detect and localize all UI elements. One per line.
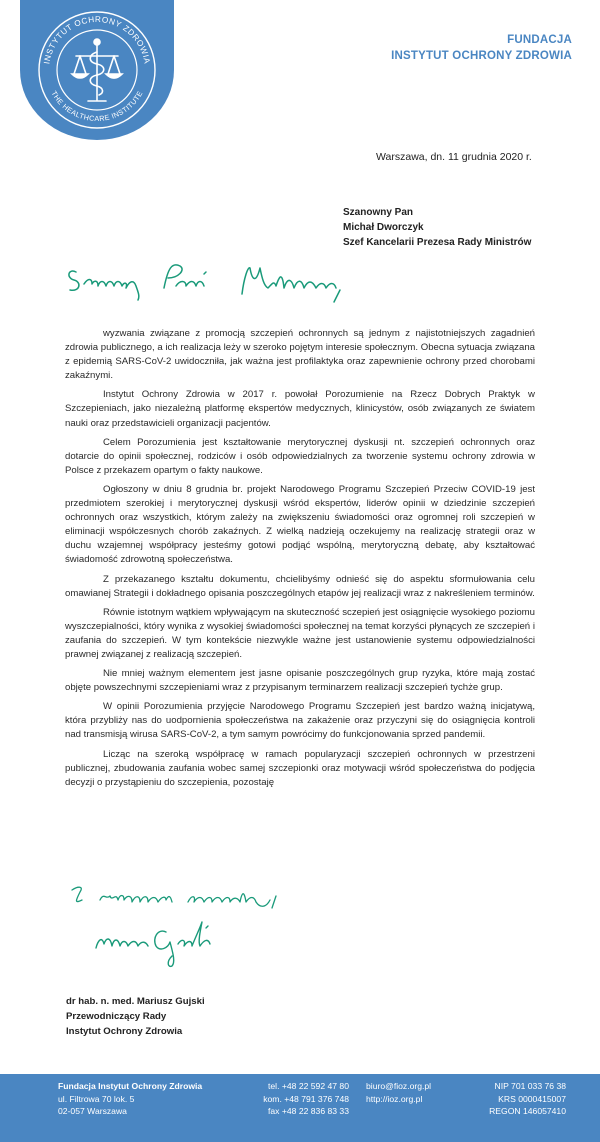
footer-street: ul. Filtrowa 70 lok. 5 [58, 1093, 135, 1104]
footer-tel: tel. +48 22 592 47 80 [268, 1081, 349, 1091]
footer-online [366, 1080, 431, 1105]
signatory-block [66, 994, 205, 1039]
recipient-line1: Szanowny Pan [343, 207, 414, 218]
organization-header [391, 32, 572, 64]
footer-regon: REGON 146057410 [489, 1106, 566, 1116]
footer-krs: KRS 0000415007 [498, 1093, 566, 1104]
handwriting-salutation-icon [64, 258, 364, 308]
footer-kom: kom. +48 791 376 748 [263, 1093, 349, 1104]
footer-org-name: Fundacja Instytut Ochrony Zdrowia [58, 1081, 203, 1091]
footer-phones [253, 1080, 349, 1118]
handwritten-salutation [64, 258, 364, 313]
recipient-line3: Szef Kancelarii Prezesa Rady Ministrów [343, 237, 532, 248]
svg-text:INSTYTUT OCHRONY ZDROWIA: INSTYTUT OCHRONY ZDROWIA [42, 14, 152, 65]
org-header-line1: FUNDACJA [507, 34, 572, 46]
institute-logo [20, 0, 174, 140]
signatory-role: Przewodniczący Rady [66, 1011, 167, 1022]
paragraph-3: Celem Porozumienia jest kształtowanie merytorycznej dyskusji nt. szczepień ochronnych oraz dotarcie do opinii społecznej, rodziców i osób odpowiedzialnych za tworzenie systemu ochrony zdrowia w Polsce z przekazem opartym o fakty naukowe. [65, 436, 535, 476]
paragraph-5: Z przekazanego kształtu dokumentu, chcielibyśmy odnieść się do aspektu sformułowania celu omawianej Strategii i dokładnego opisania poszczególnych etapów jej realizacji wraz z nakreśleniem terminów. [65, 573, 535, 599]
paragraph-4: Ogłoszony w dniu 8 grudnia br. projekt Narodowego Programu Szczepień Przeciw COVID-19 jest przedmiotem szerokiej i merytorycznej dyskusji wśród ekspertów, liderów opinii w dziedzinie szczepień ochronnych oraz wszystkich, którym zależy na zwiększeniu świadomości oraz ogromnej roli szczepień w eliminacji współczesnych chorób zakaźnych. Z wielką nadzieją oczekujemy na realizację strategii oraz w duchu wzajemnej współpracy jesteśmy gotowi podjąć wspólną, merytoryczną debatę, aby kształtować świadomość zdrowotną społeczeństwa. [65, 483, 535, 566]
place-date: Warszawa, dn. 11 grudnia 2020 r. [376, 151, 532, 163]
footer-nip: NIP 701 033 76 38 [494, 1081, 566, 1091]
recipient-block [343, 205, 531, 250]
footer-bar [0, 1074, 600, 1142]
paragraph-1: wyzwania związane z promocją szczepień ochronnych są jednym z najistotniejszych zagadnień zdrowia publicznego, a ich realizacja leży w szeroko pojętym interesie społecznym. Obecna sytuacja związana z epidemią SARS-CoV-2 uwidoczniła, jak ważna jest profilaktyka oraz zapewnienie ochrony przed chorobami zakaźnymi. [65, 328, 535, 382]
paragraph-2: Instytut Ochrony Zdrowia w 2017 r. powołał Porozumienie na Rzecz Dobrych Praktyk w Szczepieniach, jako niezależną platformę ekspertów medycznych, klinicystów, osób związanych ze światem nauki oraz przedstawicieli organizacji pacjentów. [65, 389, 535, 429]
paragraph-6: Równie istotnym wątkiem wpływającym na skuteczność sczepień jest osiągnięcie wysokiego poziomu wyszczepialności, który wynika z wysokiej świadomości społecznej na temat korzyści płynących ze szczepień i zaufania do szczepień. W tym kontekście niezwykle ważne jest ustanowienie systemu odpowiedzialności prawnej związanej z realizacją szczepień. [65, 606, 535, 660]
signature-icon [92, 918, 242, 968]
signatory-name: dr hab. n. med. Mariusz Gujski [66, 996, 205, 1007]
handwritten-closing [70, 878, 290, 923]
paragraph-9: Licząc na szeroką współpracę w ramach popularyzacji szczepień ochronnych w przestrzeni publicznej, zbudowania zaufania wobec samej szczepionki oraz motywacji wśród społeczeństwa do podjęcia decyzji o przystąpieniu do szczepienia, pozostaję [65, 748, 535, 788]
handwriting-closing-icon [70, 878, 290, 918]
footer-address [58, 1080, 202, 1118]
svg-text:THE HEALTHCARE INSTITUTE: THE HEALTHCARE INSTITUTE [49, 89, 145, 124]
recipient-line2: Michał Dworczyk [343, 222, 424, 233]
footer-registry [489, 1080, 566, 1118]
signatory-org: Instytut Ochrony Zdrowia [66, 1026, 183, 1037]
paragraph-7: Nie mniej ważnym elementem jest jasne opisanie poszczególnych grup ryzyka, które mają zostać objęte powszechnymi szczepieniami wraz z przypisanym terminarzem realizacji szczepień tychże grup. [65, 668, 535, 694]
footer-website[interactable]: http://ioz.org.pl [366, 1093, 423, 1104]
footer-email[interactable]: biuro@fioz.org.pl [366, 1081, 432, 1091]
logo-seal-icon [20, 0, 174, 140]
footer-fax: fax +48 22 836 83 33 [268, 1106, 349, 1116]
paragraph-8: W opinii Porozumienia przyjęcie Narodowego Programu Szczepień jest bardzo ważną inicjatywą, która przybliży nas do uodpornienia społeczeństwa na zakażenie oraz przyczyni się do osiągnięcia kontroli nad transmisją wirusa SARS-CoV-2, a tym samym powrócimy do funkcjonowania sprzed pandemii. [65, 701, 535, 741]
footer-city: 02-057 Warszawa [58, 1106, 127, 1116]
letter-body [65, 327, 535, 795]
org-header-line2: INSTYTUT OCHRONY ZDROWIA [391, 50, 572, 62]
handwritten-signature [92, 918, 242, 973]
